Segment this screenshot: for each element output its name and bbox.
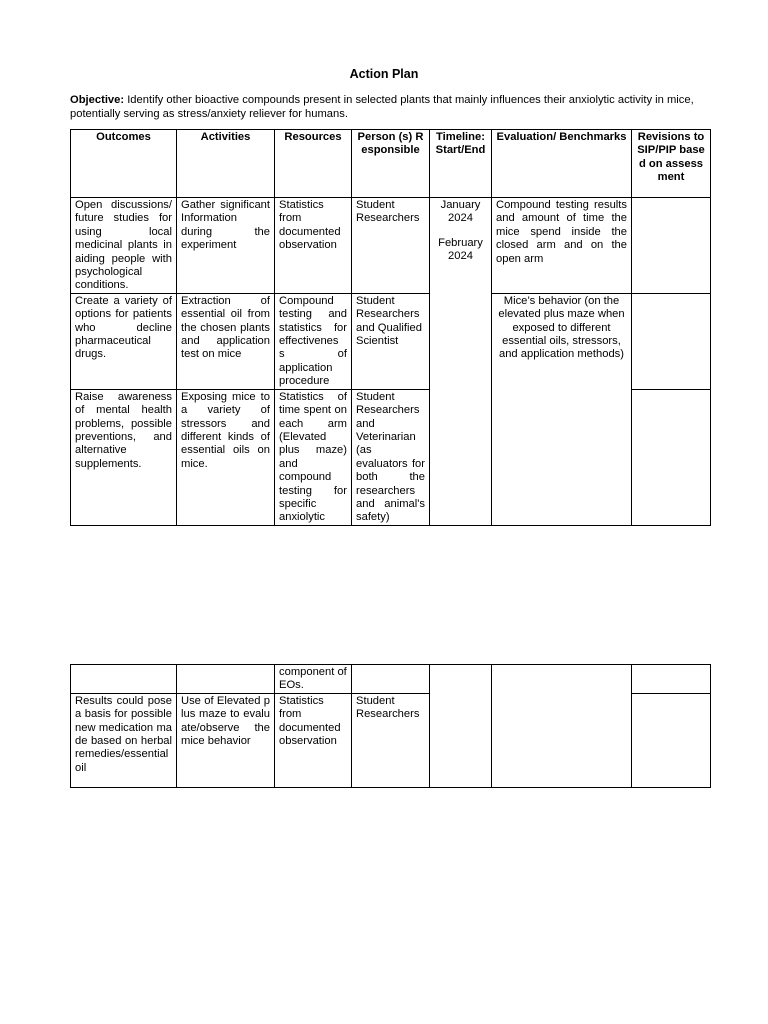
outcome-cell — [71, 665, 177, 694]
person-cell: Student Researchers and Qualified Scientist — [352, 293, 430, 389]
revisions-cell — [632, 198, 711, 294]
outcome-cell: Raise awareness of mental health problems, possible preventions, and alternative supplements. — [71, 389, 177, 525]
timeline-start: January 2024 — [440, 199, 481, 225]
header-revisions: Revisions to SIP/PIP based on assessment — [632, 130, 711, 198]
revisions-cell — [632, 389, 711, 525]
activity-cell: Exposing mice to a variety of stressors and different kinds of essential oils on mice. — [177, 389, 275, 525]
timeline-cell — [430, 198, 492, 526]
objective-label: Objective: — [70, 94, 125, 106]
activity-cell: Gather significant Information during the experiment — [177, 198, 275, 294]
page-title: Action Plan — [349, 67, 419, 81]
timeline-cell — [430, 665, 492, 788]
outcome-cell: Open discussions/ future studies for using local medicinal plants in aiding people with psychological conditions. — [71, 198, 177, 294]
activity-cell: Use of Elevated plus maze to evaluate/observe the mice behavior — [177, 693, 275, 787]
revisions-cell — [632, 293, 711, 389]
person-cell — [352, 665, 430, 694]
evaluation-cell: Compound testing results and amount of time the mice spend inside the closed arm and on the open arm — [492, 198, 632, 294]
header-resources: Resources — [275, 130, 352, 198]
header-person-responsible: Person (s) Responsible — [352, 130, 430, 198]
table-row — [71, 198, 711, 294]
table-row — [71, 293, 711, 389]
resource-cell: Statistics from documented observation — [275, 198, 352, 294]
activity-cell — [177, 665, 275, 694]
resource-cell: Compound testing and statistics for effectivenes s of application procedure — [275, 293, 352, 389]
objective-text: Identify other bioactive compounds present in selected plants that mainly influences their anxiolytic activity in mice, potentially serving as stress/anxiety reliever for humans. — [70, 94, 694, 120]
header-evaluation: Evaluation/ Benchmarks — [492, 130, 632, 198]
person-cell: Student Researchers — [352, 198, 430, 294]
evaluation-cell — [492, 665, 632, 788]
header-timeline: Timeline: Start/End — [430, 130, 492, 198]
outcome-cell: Results could pose a basis for possible new medication made based on herbal remedies/essential oil — [71, 693, 177, 787]
revisions-cell — [632, 665, 711, 694]
evaluation-cell: Mice’s behavior (on the elevated plus maze when exposed to different essential oils, stressors, and application methods) — [492, 293, 632, 525]
timeline-end: February 2024 — [438, 236, 483, 263]
header-outcomes: Outcomes — [71, 130, 177, 198]
action-plan-table — [70, 129, 711, 526]
person-cell: Student Researchers — [352, 693, 430, 787]
header-activities: Activities — [177, 130, 275, 198]
activity-cell: Extraction of essential oil from the chosen plants and application test on mice — [177, 293, 275, 389]
header-row — [71, 130, 711, 198]
table-row — [71, 665, 711, 694]
resource-cell: Statistics from documented observation — [275, 693, 352, 787]
resource-cell: Statistics of time spent on each arm (Elevated plus maze) and compound testing for specific anxiolytic — [275, 389, 352, 525]
outcome-cell: Create a variety of options for patients who decline pharmaceutical drugs. — [71, 293, 177, 389]
person-cell: Student Researchers and Veterinarian (as evaluators for both the researchers and animal's safety) — [352, 389, 430, 525]
objective-paragraph — [70, 93, 710, 121]
resource-cell: component of EOs. — [275, 665, 352, 694]
action-plan-table-continued — [70, 664, 711, 788]
revisions-cell — [632, 693, 711, 787]
